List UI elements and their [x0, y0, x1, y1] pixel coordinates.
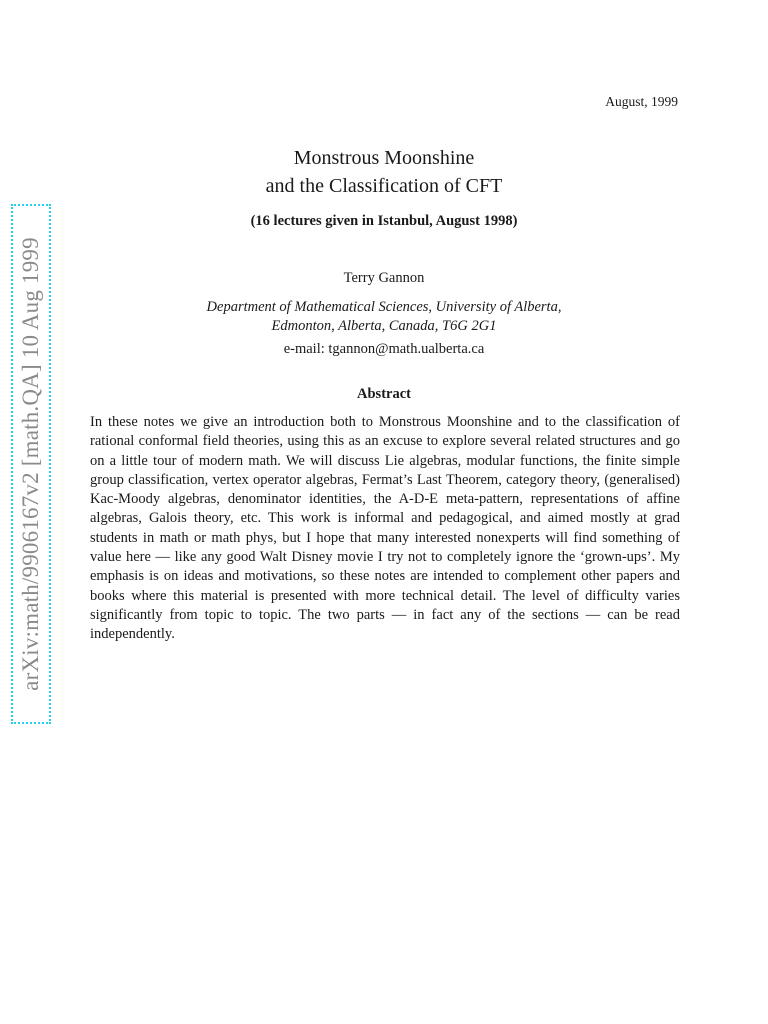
affiliation-line-1: Department of Mathematical Sciences, University of Alberta, — [206, 299, 562, 315]
affiliation-line-2: Edmonton, Alberta, Canada, T6G 2G1 — [271, 318, 497, 334]
arxiv-identifier-text: arXiv:math/9906167v2 [math.QA] 10 Aug 1999 — [18, 237, 43, 691]
author-name: Terry Gannon — [343, 270, 425, 286]
author-email: e-mail: tgannon@math.ualberta.ca — [283, 341, 485, 357]
abstract-text: In these notes we give an introduction both to Monstrous Moonshine and to the classification of rational conformal field theories, using this as an excuse to explore several related structures and go on a little tour of modern math. We will discuss Lie algebras, modular functions, the finite simple group classification, vertex operator algebras, Fermat’s Last Theorem, category theory, (generalised) Kac-Moody algebras, denominator identities, the A-D-E meta-pattern, representations of affine algebras, Galois theory, etc. This work is informal and pedagogical, and aimed mostly at grad students in math or math phys, but I hope that many interested nonexperts will find something of value here — like any good Walt Disney movie I try not to completely ignore the ‘grown-ups’. My emphasis is on ideas and motivations, so these notes are intended to complement other papers and books where this material is presented with more technical detail. The level of difficulty varies significantly from topic to topic. The two parts — in fact any of the sections — can be read independently. — [90, 414, 680, 643]
author-affiliation — [0, 298, 768, 336]
paper-title-line-2: and the Classification of CFT — [265, 175, 503, 197]
paper-title-line-1: Monstrous Moonshine — [293, 147, 475, 169]
paper-date: August, 1999 — [605, 94, 678, 109]
abstract-heading: Abstract — [357, 386, 411, 402]
paper-title — [0, 144, 768, 200]
paper-subtitle: (16 lectures given in Istanbul, August 1998) — [250, 213, 518, 229]
